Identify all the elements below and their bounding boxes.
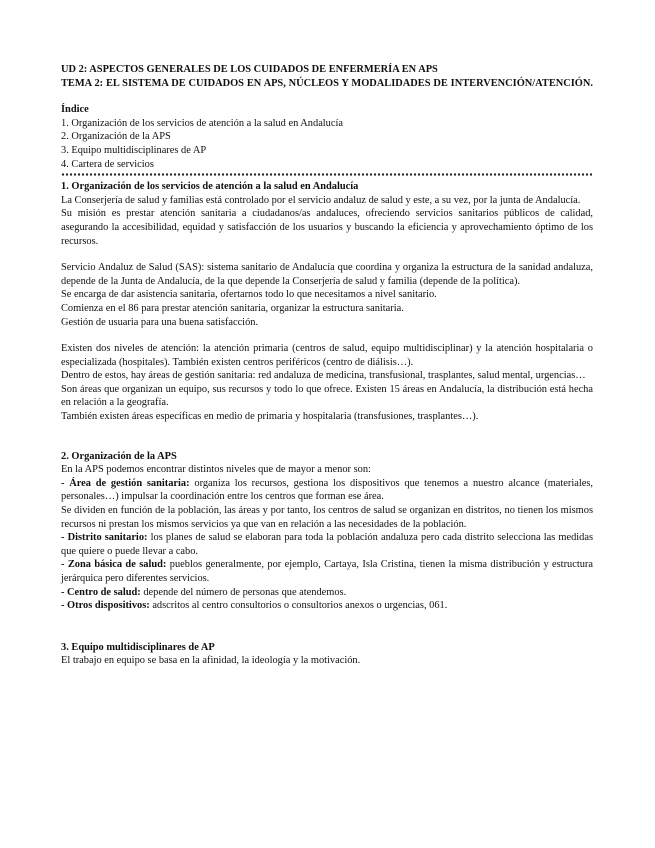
index-list: [61, 117, 593, 171]
unit-title: UD 2: ASPECTOS GENERALES DE LOS CUIDADOS DE ENFERMERÍA EN APS: [61, 64, 438, 75]
section1-paragraph: Son áreas que organizan un equipo, sus recursos y todo lo que ofrece. Existen 15 áreas en Andalucía, la distribución está hecha en relación a la geografía.: [61, 383, 593, 409]
otros-paragraph: [61, 599, 593, 613]
area-gestion-text: organiza los recursos, gestiona los dispositivos que tenemos a nuestro alcance (materiales, personales…) impulsar la coordinación entre los centros que forman ese área.: [61, 477, 593, 503]
area-gestion-detail: Se dividen en función de la población, las áreas y por tanto, los centros de salud se organizan en distritos, no tienen los mismos recursos ni prestan los mismos servicios ya que van en relación a las necesidades de la población.: [61, 505, 593, 530]
distrito-label: - Distrito sanitario:: [61, 532, 148, 544]
otros-label: - Otros dispositivos:: [61, 600, 150, 612]
topic-title: TEMA 2: EL SISTEMA DE CUIDADOS EN APS, NÚCLEOS Y MODALIDADES DE INTERVENCIÓN/ATENCIÓN.: [61, 77, 593, 89]
section3-heading: 3. Equipo multidisciplinares de AP: [61, 641, 215, 653]
area-gestion-paragraph: [61, 477, 593, 504]
area-gestion-label: - Área de gestión sanitaria:: [61, 477, 190, 489]
distrito-text: los planes de salud se elaboran para toda la población andaluza pero cada distrito selecciona las medidas que quiere o puede llevar a cabo.: [61, 532, 594, 557]
index-item: 1. Organización de los servicios de atención a la salud en Andalucía: [61, 117, 343, 129]
section1-paragraph: Se encarga de dar asistencia sanitaria, ofertarnos todo lo que necesitamos a nivel sanitario.: [61, 289, 437, 301]
section1-paragraph: Comienza en el 86 para prestar atención sanitaria, organizar la estructura sanitaria.: [61, 302, 404, 314]
centro-label: - Centro de salud:: [61, 586, 141, 598]
section1-paragraph: Dentro de estos, hay áreas de gestión sanitaria: red andaluza de medicina, transfusional, trasplantes, salud mental, urgencias…: [61, 370, 586, 382]
section1-paragraph: Servicio Andaluz de Salud (SAS): sistema sanitario de Andalucía que coordina y organiza la estructura de la sanidad andaluza, depende de la Junta de Andalucía, de la que depende la Conserjería de salud y familia (depende de la política).: [61, 262, 593, 287]
section3-paragraph: El trabajo en equipo se basa en la afinidad, la ideología y la motivación.: [61, 655, 361, 667]
dotted-separator: [61, 172, 593, 177]
index-heading: Índice: [61, 104, 89, 116]
section1-paragraph: También existen áreas específicas en medio de primaria y hospitalaria (transfusiones, trasplantes…).: [61, 411, 479, 423]
document-body: [61, 63, 593, 668]
zona-paragraph: [61, 558, 593, 585]
centro-text: depende del número de personas que atendemos.: [140, 586, 347, 598]
otros-text: adscritos al centro consultorios o consultorios anexos o urgencias, 061.: [149, 600, 448, 612]
distrito-paragraph: [61, 531, 593, 558]
section1-paragraph: Gestión de usuaria para una buena satisfacción.: [61, 316, 259, 328]
section2-intro: En la APS podemos encontrar distintos niveles que de mayor a menor son:: [61, 464, 371, 476]
section1-heading: 1. Organización de los servicios de atención a la salud en Andalucía: [61, 181, 359, 193]
section2-heading: 2. Organización de la APS: [61, 450, 177, 462]
index-item: 4. Cartera de servicios: [61, 158, 154, 170]
index-item: 3. Equipo multidisciplinares de AP: [61, 144, 207, 156]
zona-label: - Zona básica de salud:: [61, 559, 167, 571]
section1-paragraph: La Conserjería de salud y familias está controlado por el servicio andaluz de salud y este, a su vez, por la junta de Andalucía.: [61, 194, 581, 206]
index-item: 2. Organización de la APS: [61, 131, 171, 143]
centro-paragraph: [61, 586, 593, 600]
zona-text: pueblos generalmente, por ejemplo, Cartaya, Isla Cristina, tienen la misma distribución y estructura jerárquica pero diferentes servicios.: [61, 559, 593, 584]
section1-paragraph: Existen dos niveles de atención: la atención primaria (centros de salud, equipo multidisciplinar) y la atención hospitalaria o especializada (hospitales). También existen centros periféricos (centro de diálisis…).: [61, 343, 593, 368]
section1-paragraph: Su misión es prestar atención sanitaria a ciudadanos/as andaluces, ofreciendo servicios sanitarios públicos de calidad, asegurando la accesibilidad, equidad y satisfacción de los usuarios y buscando la eficiencia y aprovechamiento óptimo de los recursos.: [61, 208, 593, 247]
